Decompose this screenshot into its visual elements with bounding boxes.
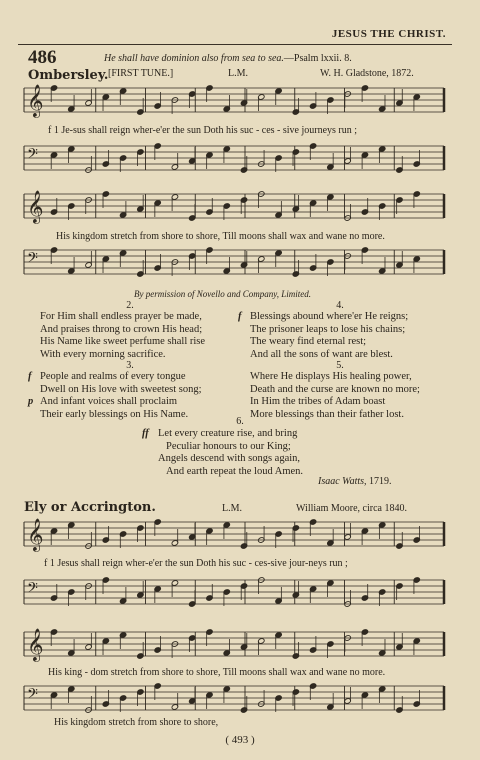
verse-line: Peculiar honours to our King; [166, 440, 291, 452]
tune2-meter: L.M. [222, 503, 242, 514]
bass-clef-icon: 𝄢 [27, 146, 38, 166]
section-title: JESUS THE CHRIST. [331, 28, 446, 40]
verse-line: Their early blessings on His Name. [40, 408, 189, 420]
verse-line: And earth repeat the loud Amen. [166, 465, 304, 477]
verse-line: Dwell on His love with sweetest song; [40, 383, 202, 395]
bass-clef-icon: 𝄢 [27, 686, 38, 706]
tune1-lyric-line2: His kingdom stretch from shore to shore, Till moons shall wax and wane no more. [56, 231, 385, 242]
verse-4-number: 4. [336, 300, 344, 311]
verse-line: The weary find eternal rest; [250, 336, 367, 347]
bass-clef-icon: 𝄢 [27, 250, 38, 270]
tune2-lyric-line2: His king - dom stretch from shore to shore, Till moons shall wax and wane no more. [48, 667, 386, 678]
verse-line: ff Let every creature rise, and bring [142, 428, 298, 439]
verse-2-number: 2. [126, 300, 134, 311]
tune2-lyric-line3: His kingdom stretch from shore to shore, [54, 717, 219, 728]
verse-line: With every morning sacrifice. [40, 348, 166, 360]
tune2-composer: William Moore, circa 1840. [296, 503, 407, 514]
verse-line: More blessings than their father lost. [250, 408, 404, 420]
verse-6-number: 6. [236, 416, 244, 427]
hymn-number: 486 [28, 47, 57, 68]
treble-clef-icon: 𝄞 [27, 84, 44, 117]
verse-3-number: 3. [126, 360, 134, 371]
verse-line: The prisoner leaps to lose his chains; [250, 323, 406, 335]
epigraph-ref: —Psalm lxxii. 8. [283, 53, 352, 64]
treble-clef-icon: 𝄞 [27, 628, 44, 661]
verse-line: Where He displays His healing power, [250, 371, 412, 382]
tune1-name: Ombersley. [28, 68, 109, 83]
tune1-meter: L.M. [228, 68, 248, 79]
verse-line: For Him shall endless prayer be made, [40, 311, 202, 322]
treble-clef-icon: 𝄞 [27, 190, 44, 223]
verse-line: And praises throng to crown His head; [40, 323, 203, 335]
tune1-composer: W. H. Gladstone, 1872. [320, 68, 414, 79]
bass-clef-icon: 𝄢 [27, 580, 38, 600]
permission-credit: By permission of Novello and Company, Limited. [134, 289, 311, 299]
verse-line: His Name like sweet perfume shall rise [40, 336, 206, 347]
verse-5-number: 5. [336, 360, 344, 371]
verse-line: Death and the curse are known no more; [250, 383, 420, 395]
epigraph-text: He shall have dominion also from sea to sea. [104, 53, 284, 64]
tune1-label: [FIRST TUNE.] [108, 68, 174, 79]
verse-line: p And infant voices shall proclaim [28, 396, 178, 407]
page-number: ( 493 ) [225, 734, 255, 746]
verse-line: f Blessings abound where'er He reigns; [238, 311, 409, 322]
treble-clef-icon: 𝄞 [27, 518, 44, 551]
verse-line: In Him the tribes of Adam boast [250, 396, 386, 407]
verse-line: Angels descend with songs again, [158, 453, 301, 464]
verse-line: f People and realms of every tongue [28, 371, 186, 382]
hymn-author: Isaac Watts, 1719. [318, 476, 392, 487]
tune2-lyric-line1: f 1 Jesus shall reign wher-e'er the sun Doth his suc - ces-sive jour-neys run ; [44, 558, 348, 569]
verse-line: And all the sons of want are blest. [250, 348, 393, 360]
tune1-lyric-line1: f 1 Je-sus shall reign wher-e'er the sun Doth his suc - ces - sive journeys run ; [48, 125, 358, 136]
tune2-name: Ely or Accrington. [24, 500, 156, 515]
